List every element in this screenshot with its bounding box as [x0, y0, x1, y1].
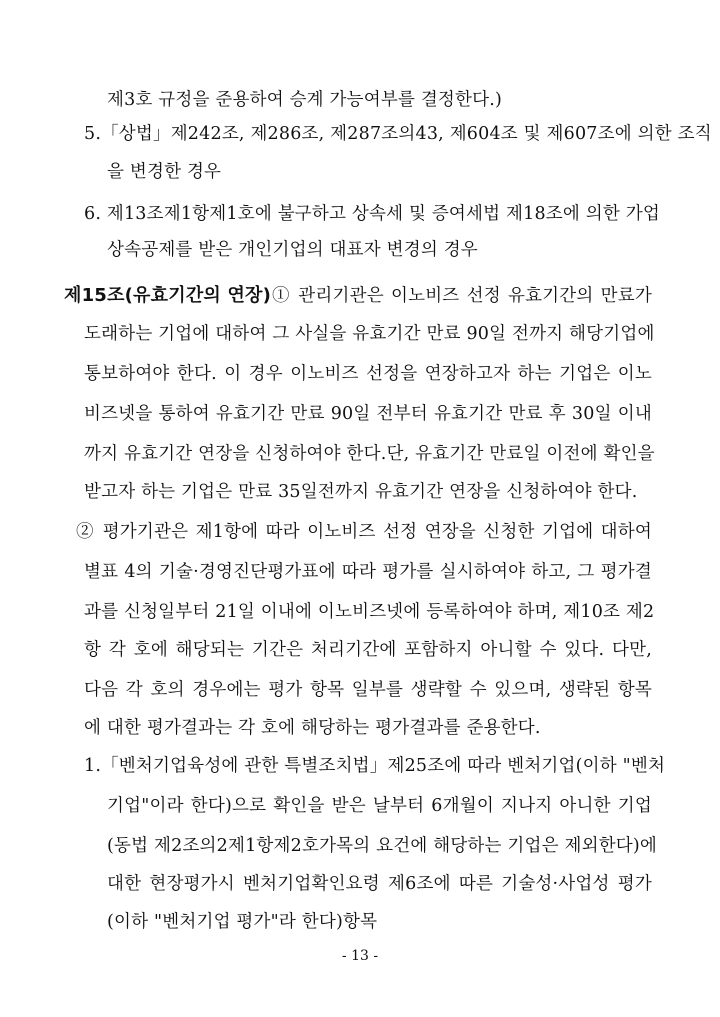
list-item-1-line: (이하 "벤처기업 평가"라 한다)항목: [107, 912, 378, 932]
text-line: 을 변경한 경우: [107, 162, 222, 182]
list-item-5: 5.「상법」제242조, 제286조, 제287조의43, 제604조 및 제607조에 의한 조직: [84, 124, 712, 144]
page-number: - 13 -: [341, 948, 379, 964]
article-title: 제15조(유효기간의 연장): [64, 285, 272, 306]
text-line: 제3호 규정을 준용하여 승계 가능여부를 결정한다.): [107, 90, 503, 110]
paragraph-2-line: 별표 4의 기술·경영진단평가표에 따라 평가를 실시하여야 하고, 그 평가결: [84, 562, 652, 582]
list-item-6: 6. 제13조제1항제1호에 불구하고 상속세 및 증여세법 제18조에 의한 가업: [84, 204, 660, 224]
paragraph-1-line: 통보하여야 한다. 이 경우 이노비즈 선정을 연장하고자 하는 기업은 이노: [84, 364, 652, 384]
paragraph-2-line: 에 대한 평가결과는 각 호에 해당하는 평가결과를 준용한다.: [84, 718, 541, 738]
paragraph-1-line: ① 관리기관은 이노비즈 선정 유효기간의 만료가: [272, 286, 652, 306]
paragraph-1-line: 도래하는 기업에 대하여 그 사실을 유효기간 만료 90일 전까지 해당기업에: [84, 324, 655, 344]
text-line: 상속공제를 받은 개인기업의 대표자 변경의 경우: [107, 240, 478, 260]
paragraph-2-line: 과를 신청일부터 21일 이내에 이노비즈넷에 등록하여야 하며, 제10조 제2: [84, 602, 655, 622]
paragraph-2-line: 항 각 호에 해당되는 기간은 처리기간에 포함하지 아니할 수 있다. 다만,: [84, 640, 652, 660]
list-item-1-line: 기업"이라 한다)으로 확인을 받은 날부터 6개월이 지나지 아니한 기업: [107, 796, 652, 816]
list-item-1-line: (동법 제2조의2제1항제2호가목의 요건에 해당하는 기업은 제외한다)에: [107, 836, 658, 856]
paragraph-1-line: 받고자 하는 기업은 만료 35일전까지 유효기간 연장을 신청하여야 한다.: [84, 482, 638, 502]
list-item-1: 1.「벤처기업육성에 관한 특별조치법」제25조에 따라 벤처기업(이하 "벤처: [84, 756, 666, 776]
paragraph-1-line: 비즈넷을 통하여 유효기간 만료 90일 전부터 유효기간 만료 후 30일 이내: [84, 404, 652, 424]
paragraph-2-line: ② 평가기관은 제1항에 따라 이노비즈 선정 연장을 신청한 기업에 대하여: [76, 522, 652, 542]
list-item-1-line: 대한 현장평가시 벤처기업확인요령 제6조에 따른 기술성·사업성 평가: [107, 874, 652, 894]
paragraph-2-line: 다음 각 호의 경우에는 평가 항목 일부를 생략할 수 있으며, 생략된 항목: [84, 680, 652, 700]
paragraph-1-line: 까지 유효기간 연장을 신청하여야 한다.단, 유효기간 만료일 이전에 확인을: [84, 444, 655, 464]
